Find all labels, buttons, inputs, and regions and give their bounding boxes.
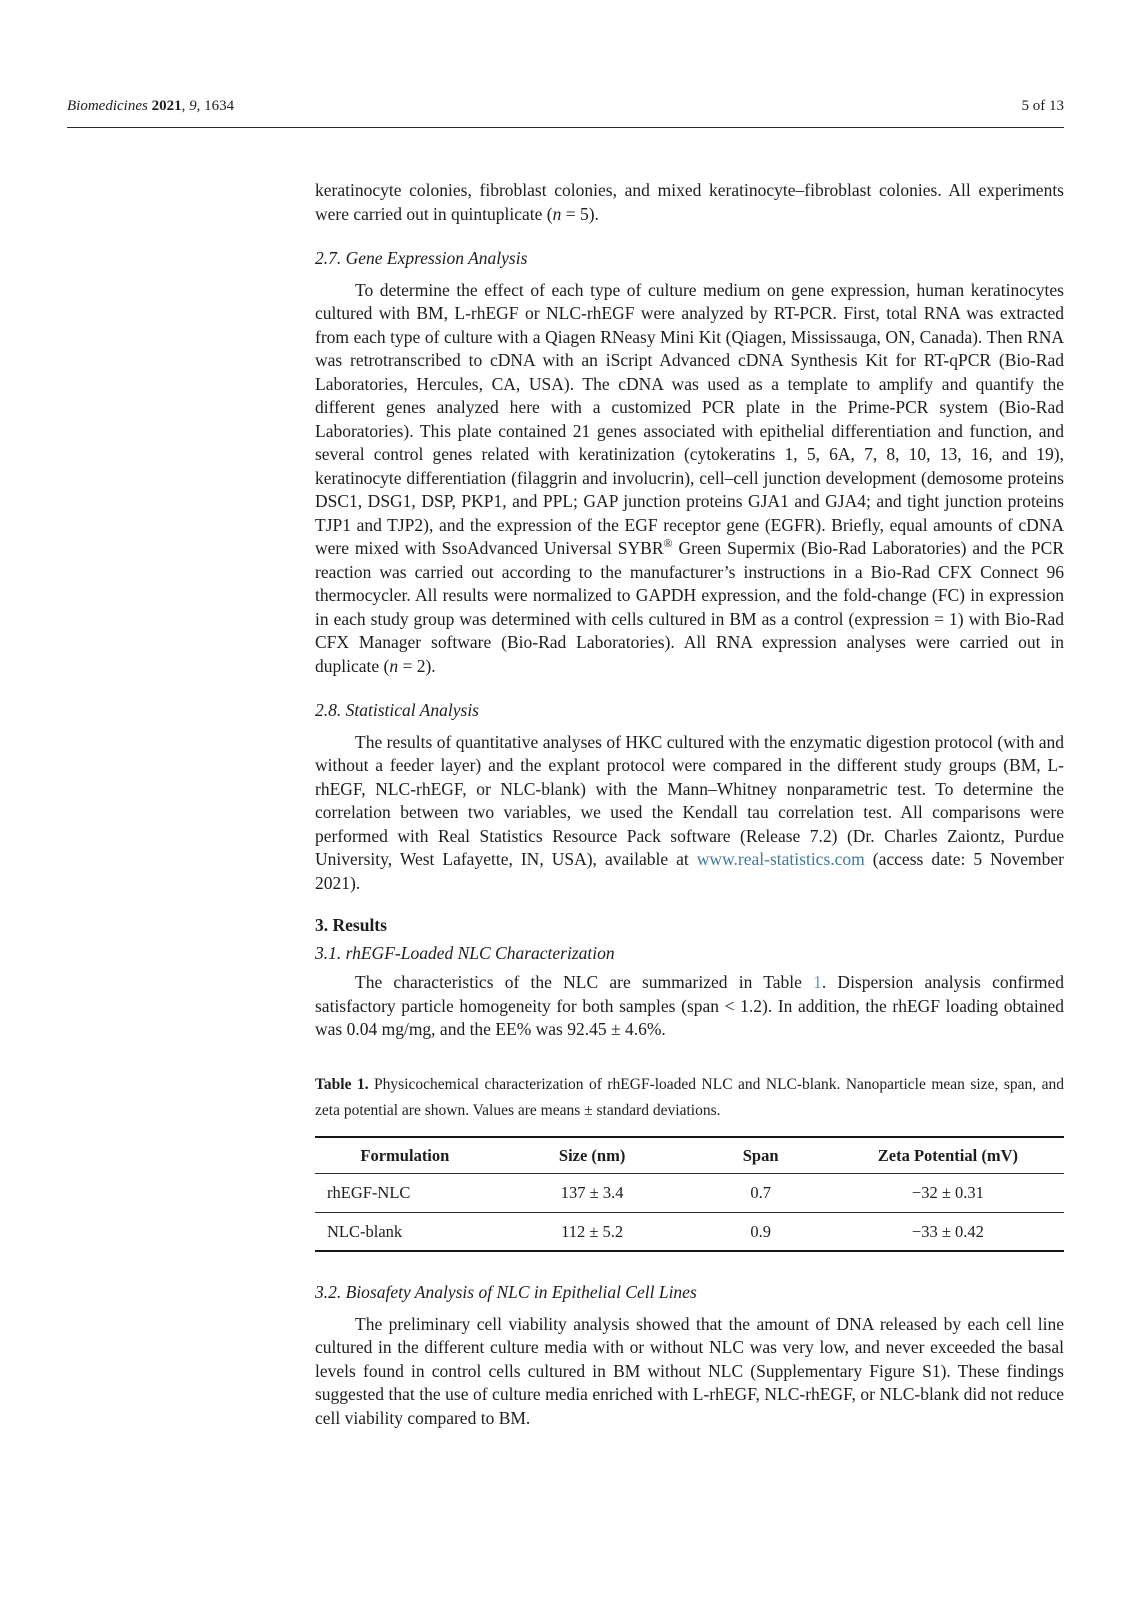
section-heading-3-results: 3. Results (315, 915, 387, 935)
journal-citation: Biomedicines 2021, 9, 1634 (67, 98, 235, 114)
page-header (67, 97, 1064, 116)
table-header-row (315, 1137, 1064, 1174)
col-header-formulation: Formulation (315, 1137, 495, 1174)
cell-formulation: rhEGF-NLC (315, 1174, 495, 1213)
cell-zeta-potential: −32 ± 0.31 (832, 1174, 1064, 1213)
section-heading-2-7: 2.7. Gene Expression Analysis (315, 248, 528, 268)
table-1-caption: Table 1. Physicochemical characterization of rhEGF-loaded NLC and NLC-blank. Nanoparticle mean size, span, and zeta potential are shown. Values are means ± standard deviations. (315, 1075, 1064, 1119)
cell-zeta-potential: −33 ± 0.42 (911, 1221, 984, 1241)
real-statistics-link[interactable]: www.real-statistics.com (696, 849, 865, 869)
cell-span: 0.7 (689, 1174, 831, 1213)
header-divider (67, 127, 1064, 128)
col-header-size: Size (nm) (495, 1137, 690, 1174)
page-number: 5 of 13 (1021, 98, 1064, 114)
cell-formulation: NLC-blank (327, 1221, 403, 1241)
cell-span: 0.9 (750, 1221, 771, 1241)
table-1-ref[interactable]: 1 (813, 972, 822, 992)
table-row-rhegf-nlc (315, 1174, 1064, 1213)
section-heading-2-8: 2.8. Statistical Analysis (315, 700, 479, 720)
table-1 (315, 1136, 1064, 1253)
table-row-nlc-blank (315, 1212, 1064, 1251)
col-header-zeta-potential: Zeta Potential (mV) (832, 1137, 1064, 1174)
cell-size: 137 ± 3.4 (495, 1174, 690, 1213)
article-content (315, 179, 1064, 1430)
section-heading-3-2: 3.2. Biosafety Analysis of NLC in Epithelial Cell Lines (315, 1282, 697, 1302)
paragraph-continuation: keratinocyte colonies, fibroblast colonies, and mixed keratinocyte–fibroblast colonies. All experiments were carried out in quintuplicate (n = 5). (315, 180, 1064, 224)
paragraph-3-1: The characteristics of the NLC are summarized in Table 1. Dispersion analysis confirmed satisfactory particle homogeneity for both samples (span < 1.2). In addition, the rhEGF loading obtained was 0.04 mg/mg, and the EE% was 92.45 ± 4.6%. (315, 972, 1065, 1039)
section-heading-3-1: 3.1. rhEGF-Loaded NLC Characterization (315, 942, 615, 963)
paragraph-2-7: To determine the effect of each type of culture medium on gene expression, human keratinocytes cultured with BM, L-rhEGF or NLC-rhEGF were analyzed by RT-PCR. First, total RNA was extracted from each type of culture with a Qiagen RNeasy Mini Kit (Qiagen, Mississauga, ON, Canada). Then RNA was retrotranscribed to cDNA with an iScript Advanced cDNA Synthesis Kit for RT-qPCR (Bio-Rad Laboratories, Hercules, CA, USA). The cDNA was used as a template to amplify and quantify the different genes analyzed here with a customized PCR plate in the Prime-PCR system (Bio-Rad Laboratories). This plate contained 21 genes associated with epithelial differentiation and function, and several control genes related with keratinization (cytokeratins 1, 5, 6A, 7, 8, 10, 13, 16, and 19), keratinocyte differentiation (filaggrin and involucrin), cell–cell junction development (demosome proteins DSC1, DSG1, DSP, PKP1, and PPL; GAP junction proteins GJA1 and GJA4; and tight junction proteins TJP1 and TJP2), and the expression of the EGF receptor gene (EGFR). Briefly, equal amounts of cDNA were mixed with SsoAdvanced Universal SYBR® Green Supermix (Bio-Rad Laboratories) and the PCR reaction was carried out according to the manufacturer’s instructions in a Bio-Rad CFX Connect 96 thermocycler. All results were normalized to GAPDH expression, and the fold-change (FC) in expression in each study group was determined with cells cultured in BM as a control (expression = 1) with Bio-Rad CFX Manager software (Bio-Rad Laboratories). All RNA expression analyses were carried out in duplicate (n = 2). (315, 279, 1064, 676)
col-header-span: Span (689, 1137, 831, 1174)
paragraph-2-8: The results of quantitative analyses of HKC cultured with the enzymatic digestion protocol (with and without a feeder layer) and the explant protocol were compared in the different study groups (BM, L-rhEGF, NLC-rhEGF, or NLC-blank) with the Mann–Whitney nonparametric test. To determine the correlation between two variables, we used the Kendall tau correlation test. All comparisons were performed with Real Statistics Resource Pack software (Release 7.2) (Dr. Charles Zaiontz, Purdue University, West Lafayette, IN, USA), available at www.real-statistics.com (access date: 5 November 2021). (315, 731, 1064, 893)
cell-size: 112 ± 5.2 (561, 1221, 624, 1241)
paragraph-3-2: The preliminary cell viability analysis showed that the amount of DNA released by each cell line cultured in the different culture media with or without NLC was very low, and never exceeded the basal levels found in control cells cultured in BM without NLC (Supplementary Figure S1). These findings suggested that the use of culture media enriched with L-rhEGF, NLC-rhEGF, or NLC-blank did not reduce cell viability compared to BM. (315, 1313, 1064, 1428)
